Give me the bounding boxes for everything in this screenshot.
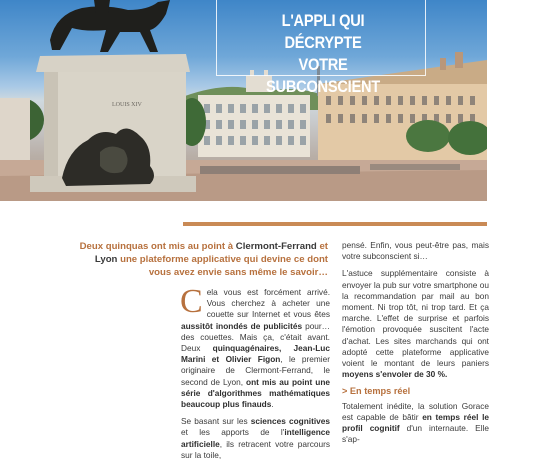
text-run: Se basant sur les: [181, 416, 251, 427]
paragraph: [180, 283, 331, 410]
lead-city-clermont: Clermont-Ferrand: [235, 241, 317, 252]
text-run: ela vous est forcément arrivé. Vous cherchez à acheter une couette sur Internet et vous êtes: [206, 287, 330, 320]
lead-text: Deux quinquas ont mis au point à: [79, 241, 236, 252]
text-run-bold: aussitôt inondés de publicités: [181, 320, 303, 331]
text-run-bold: intelligence artificielle: [181, 427, 330, 449]
text-run-bold: sciences cognitives: [250, 416, 330, 427]
text-run: .: [271, 399, 274, 410]
text-run: et les apports de l': [181, 427, 285, 438]
text-run-bold: quinquagénaires, Jean-Luc Marini et Olivier Figon: [181, 343, 330, 365]
lead-text: et: [316, 241, 328, 252]
text-run: pour… des couettes. Mais ça, c'était avant. Deux: [181, 320, 330, 354]
text-run: d'un internaute. Elle s'ap-: [342, 423, 489, 445]
text-run-bold: ont mis au point une série d'algorithmes mathématiques beaucoup plus finauds: [181, 376, 331, 410]
paragraph: [342, 401, 489, 446]
article-column-left: [180, 283, 331, 467]
paragraph: [342, 268, 489, 380]
section-subheading: > En temps réel: [342, 386, 411, 397]
text-run-bold: en temps réel le profil cognitif: [342, 411, 489, 434]
article-headline: L'APPLI QUI DÉCRYPTE VOTRE SUBCONSCIENT: [266, 11, 380, 96]
page-margin: [487, 0, 560, 201]
article-lead: [76, 240, 328, 280]
text-run: Totalement inédite, la solution Gorace est capable de bâtir: [342, 400, 489, 422]
paragraph: pensé. Enfin, vous peut-être pas, mais votre subconscient si…: [342, 240, 489, 262]
text-run: , le premier originaire de Clermont-Ferrand, le second de Lyon,: [181, 354, 330, 387]
text-run: , ils retracent votre parcours sur la toile,: [181, 438, 330, 460]
text-run: L'astuce supplémentaire consiste à envoyer la pub sur votre smartphone ou la recommandation par mail au bon moment. Ni trop tôt, ni trop tard. Et ça marche. L'effet de surprise et parfois l'émotion provoquée suscitent l'acte d'achat. Les sites marchands qui ont adopté cette plateforme applicative voient le montant de leurs paniers: [342, 268, 489, 369]
header-photo: [0, 0, 487, 201]
section-divider: [183, 222, 487, 226]
text-run-bold: moyens s'envoler de 30 %.: [342, 369, 448, 380]
lead-text: une plateforme applicative qui devine ce dont vous avez envie sans même le savoir…: [117, 254, 328, 279]
paragraph: [181, 416, 330, 461]
drop-cap: C: [180, 283, 203, 320]
lead-city-lyon: Lyon: [94, 254, 118, 266]
monument-inscription: LOUIS XIV: [112, 102, 142, 108]
